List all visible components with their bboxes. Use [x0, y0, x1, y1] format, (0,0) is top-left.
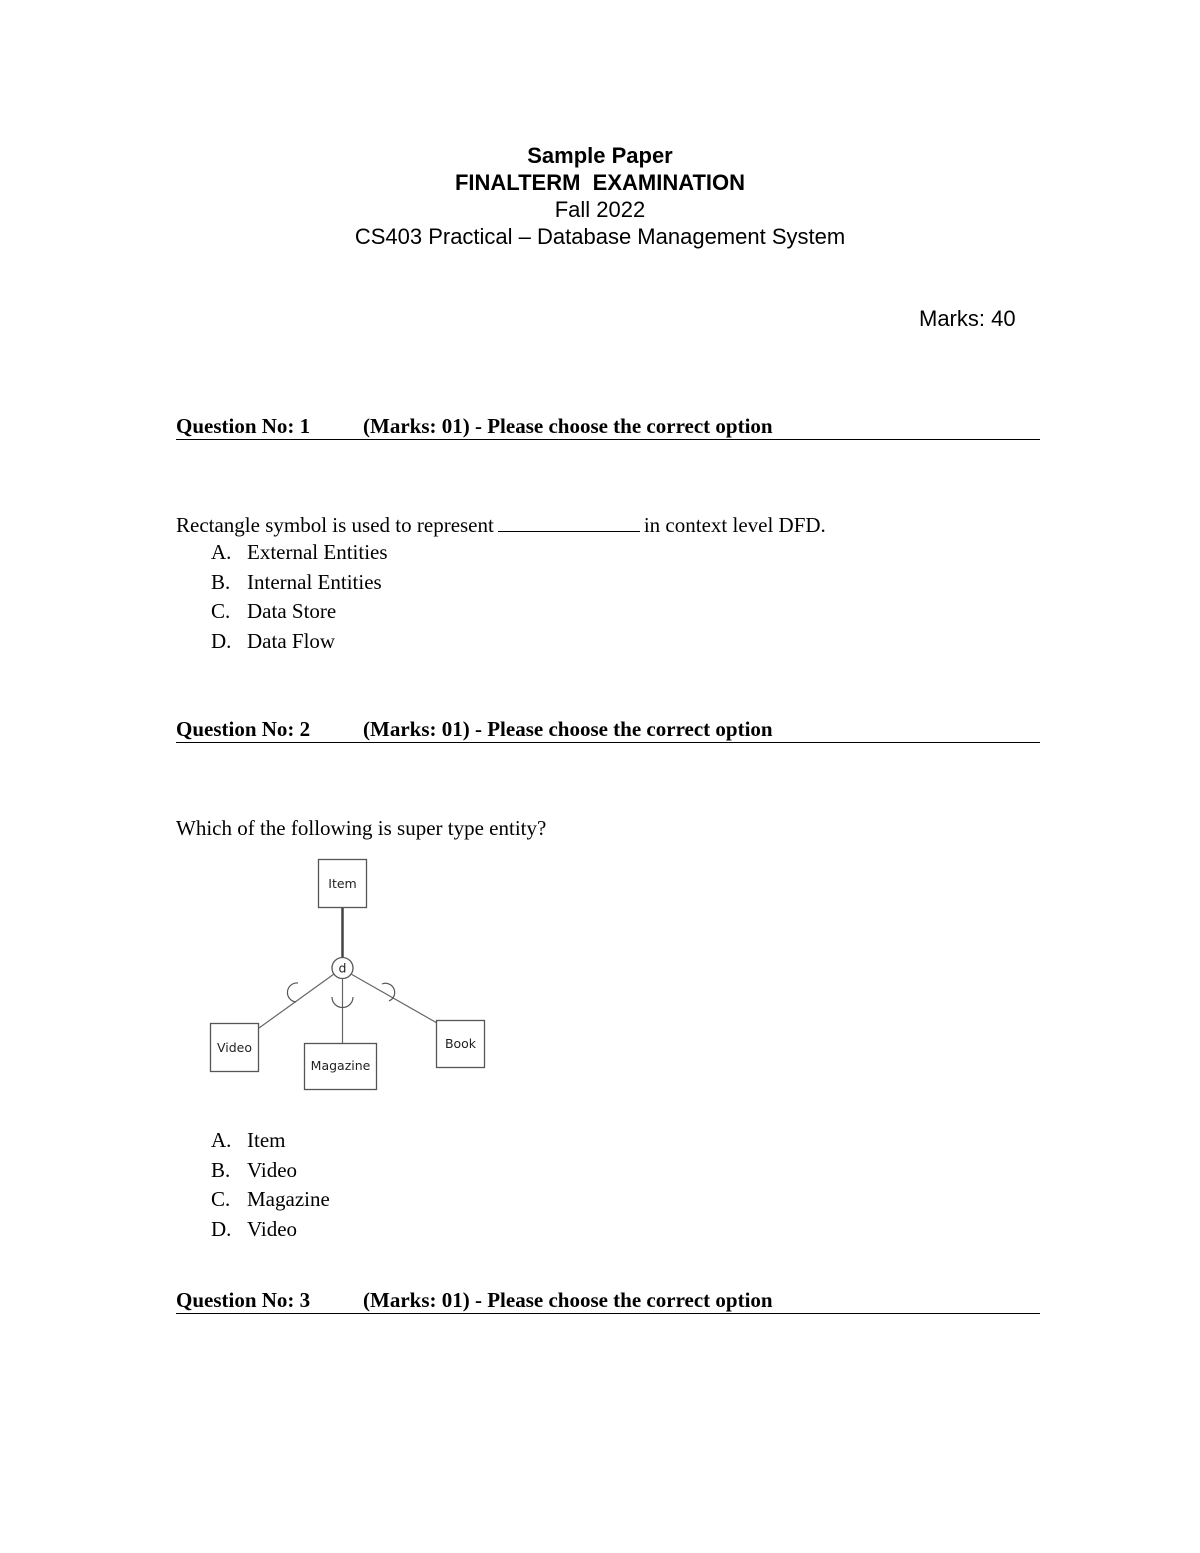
- course-title: CS403 Practical – Database Management System: [354, 224, 846, 249]
- question-2-number: Question No: 2: [176, 717, 311, 741]
- entity-book-label: Book: [444, 1036, 477, 1051]
- option-b: B. Video: [211, 1157, 298, 1182]
- entity-video-label: Video: [216, 1040, 253, 1055]
- option-c: C. Magazine: [211, 1187, 330, 1211]
- question-1-marks: (Marks: 01) - Please choose the correct option: [363, 414, 773, 438]
- question-1-text: [176, 512, 826, 538]
- subset-symbol-video: [287, 983, 298, 1002]
- question-1-text-before: Rectangle symbol is used to represent: [176, 513, 494, 537]
- disjoint-symbol: d: [338, 960, 347, 976]
- question-1-number: Question No: 1: [176, 414, 311, 438]
- exam-header: [0, 142, 1200, 250]
- subtype-link-video: [259, 974, 334, 1028]
- subtype-link-book: [351, 974, 437, 1023]
- question-3-number: Question No: 3: [176, 1288, 311, 1312]
- exam-title: FINALTERM EXAMINATION: [454, 170, 746, 195]
- question-1-heading: [176, 413, 1040, 440]
- option-c: C. Data Store: [211, 599, 337, 623]
- question-3-marks: (Marks: 01) - Please choose the correct option: [363, 1288, 773, 1312]
- exam-term: Fall 2022: [554, 197, 646, 222]
- question-3-heading: [176, 1287, 1040, 1314]
- question-2-text: Which of the following is super type entity?: [176, 816, 547, 840]
- entity-item-label: Item: [328, 876, 357, 891]
- entity-magazine-label: Magazine: [310, 1058, 371, 1073]
- option-b: B. Internal Entities: [211, 569, 382, 594]
- question-2-heading: [176, 716, 1040, 743]
- total-marks: Marks: 40: [919, 306, 1016, 331]
- answer-blank: [498, 512, 640, 532]
- question-2-marks: (Marks: 01) - Please choose the correct option: [363, 717, 773, 741]
- option-a: A. External Entities: [211, 540, 388, 564]
- option-a: A. Item: [211, 1128, 286, 1152]
- question-1-options: [211, 538, 388, 656]
- option-d: D. Video: [211, 1216, 298, 1241]
- question-2-options: [211, 1126, 330, 1244]
- question-1-text-after: in context level DFD.: [643, 513, 826, 537]
- supertype-subtype-diagram: [200, 850, 500, 1100]
- option-d: D. Data Flow: [211, 628, 336, 653]
- paper-type: Sample Paper: [527, 143, 673, 168]
